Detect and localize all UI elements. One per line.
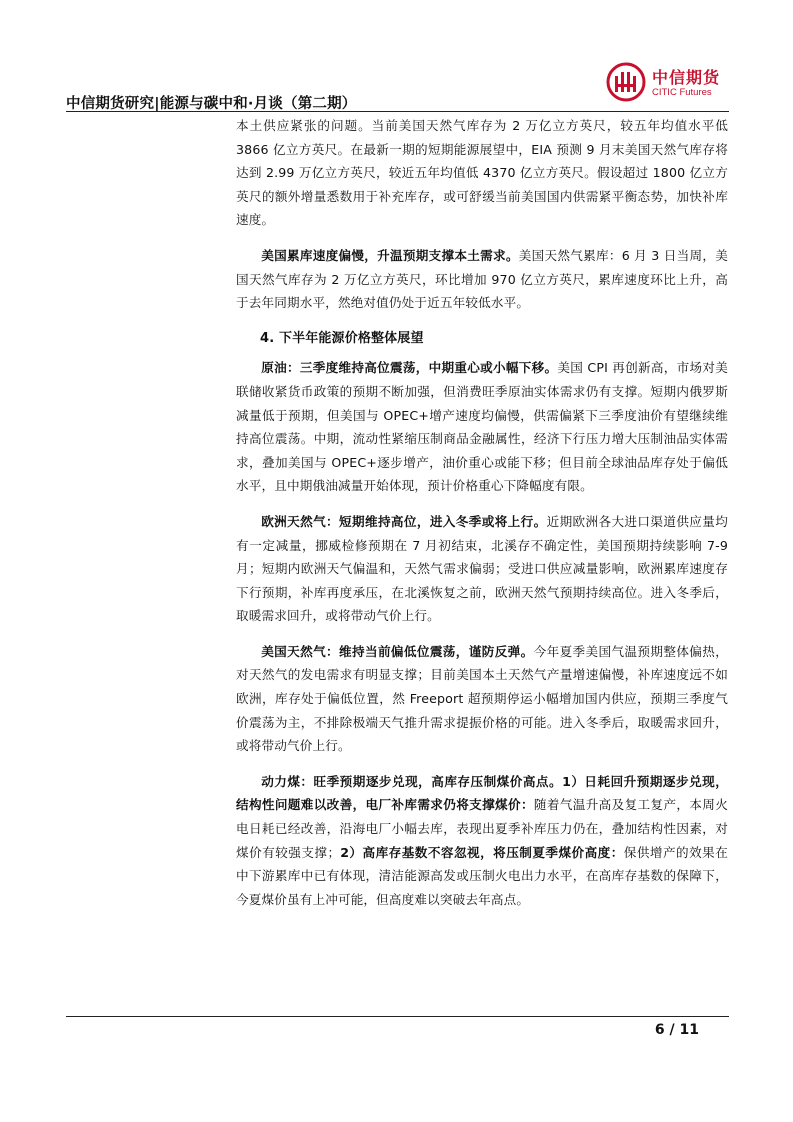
paragraph-crude-oil [236,356,728,498]
paragraph-lead: 动力煤：旺季预期逐步兑现，高库存压制煤价高点。1）日耗回升预期逐步兑现，结构性问题难以改善，电厂补库需求仍将支撑煤价： [236,773,728,813]
report-header-title: 中信期货研究|能源与碳中和·月谈（第二期） [66,96,357,112]
footer-divider [66,1016,729,1017]
page-number: 6 / 11 [654,1022,699,1038]
paragraph-body: 今年夏季美国气温预期整体偏热，对天然气的发电需求有明显支撑；目前美国本土天然气产量增速偏慢，补库速度远不如欧洲，库存处于偏低位置，然 Freeport 超预期停运小幅增加国内供应，预期三季度气价震荡为主，不排除极端天气推升需求提振价格的可能。进入冬季后，取暖需求回升，或将带动气价上行。 [236,643,728,754]
citic-futures-logo [606,62,736,110]
citic-logo-icon [606,62,646,102]
paragraph-us-gas-storage [236,244,728,315]
section-heading: 4. 下半年能源价格整体展望 [260,330,424,346]
paragraph-body-2: 保供增产的效果在中下游累库中已有体现，清洁能源高发或压制火电出力水平，在高库存基数的保障下，今夏煤价虽有上冲可能，但高度难以突破去年高点。 [236,844,728,907]
paragraph-lead: 美国天然气：维持当前偏低位震荡，谨防反弹。 [261,643,534,659]
report-body [236,114,728,923]
paragraph-eu-gas [236,510,728,628]
paragraph-lead: 欧洲天然气：短期维持高位，进入冬季或将上行。 [261,513,547,529]
paragraph-lead-2: 2）高库存基数不容忽视，将压制夏季煤价高度： [340,844,624,860]
paragraph-lead: 美国累库速度偏慢，升温预期支撑本土需求。 [261,247,519,263]
logo-english-name: CITIC Futures [652,87,712,98]
header-divider [66,111,729,112]
paragraph-body: 美国 CPI 再创新高，市场对美联储收紧货币政策的预期不断加强，但消费旺季原油实体需求仍有支撑。短期内俄罗斯减量低于预期，但美国与 OPEC+增产速度均偏慢，供需偏紧下三季度油价有望继续维持高位震荡。中期，流动性紧缩压制商品金融属性，经济下行压力增大压制油品实体需求，叠加美国与 OPEC+逐步增产，油价重心或能下移；但目前全球油品库存处于偏低水平，且中期俄油减量开始体现，预计价格重心下降幅度有限。 [236,360,728,494]
paragraph-body: 随着气温升高及复工复产，本周火电日耗已经改善，沿海电厂小幅去库，表现出夏季补库压力仍在，叠加结构性因素，对煤价有较强支撑； [236,797,729,860]
paragraph-thermal-coal [236,770,728,912]
paragraph-continuation: 本土供应紧张的问题。当前美国天然气库存为 2 万亿立方英尺，较五年均值水平低 3866 亿立方英尺。在最新一期的短期能源展望中，EIA 预测 9 月末美国天然气库存将达到 2.99 万亿立方英尺，较近五年均值低 4370 亿立方英尺。假设超过 1800 亿立方英尺的额外增量悉数用于补充库存，或可舒缓当前美国国内供需紧平衡态势，加快补库速度。 [236,118,728,228]
paragraph-us-gas [236,640,728,758]
logo-chinese-name: 中信期货 [652,68,721,87]
paragraph-lead: 原油：三季度维持高位震荡，中期重心或小幅下移。 [261,360,558,376]
paragraph-body: 美国天然气累库：6 月 3 日当周，美国天然气库存为 2 万亿立方英尺，环比增加 970 亿立方英尺，累库速度环比上升，高于去年同期水平，然绝对值仍处于近五年较低水平。 [236,247,729,311]
paragraph-body: 近期欧洲各大进口渠道供应量均有一定减量，挪威检修预期在 7 月初结束，北溪存不确定性，美国预期持续影响 7-9 月；短期内欧洲天气偏温和，天然气需求偏弱；受进口供应减量影响，欧洲累库速度存下行预期，补库再度承压，在北溪恢复之前，欧洲天然气预期持续高位。进入冬季后，取暖需求回升，或将带动气价上行。 [236,513,728,624]
